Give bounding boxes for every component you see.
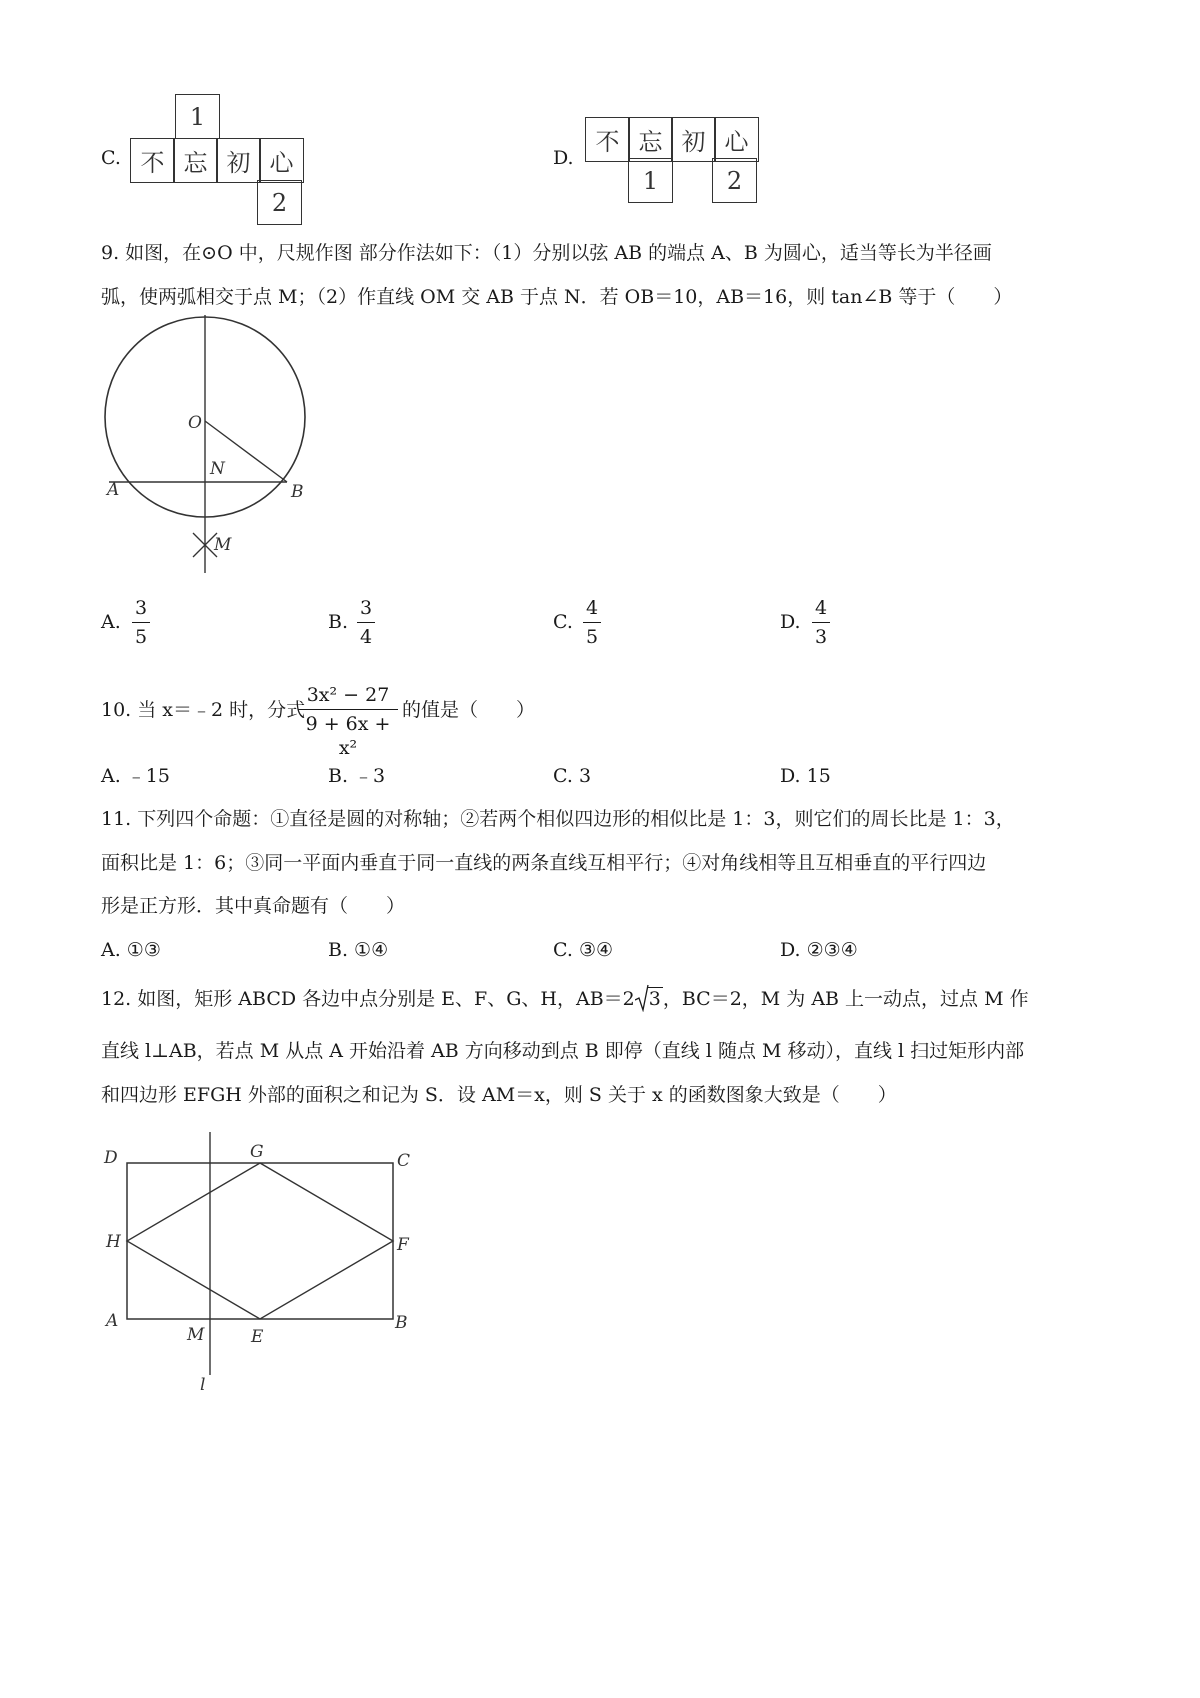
q10-option-a: A. ﹣15 <box>101 765 170 787</box>
label-n: N <box>210 459 225 479</box>
q10-prefix: 10. 当 x＝﹣2 时，分式 <box>101 699 306 721</box>
label-l: l <box>200 1375 206 1395</box>
q11-option-b: B. ①④ <box>328 939 389 961</box>
net-cell-1: 忘 <box>628 117 673 162</box>
q11-text-line3: 形是正方形．其中真命题有（ ） <box>101 895 406 917</box>
q9-option-b-fraction: 3 4 <box>357 596 375 649</box>
q9-option-a-label: A. <box>101 611 121 633</box>
q10-fraction <box>298 683 398 760</box>
rectangle-abcd <box>127 1163 393 1319</box>
net-cell-3: 心 <box>714 117 759 162</box>
label-b: B <box>291 482 304 502</box>
net-cell-1: 忘 <box>173 138 218 183</box>
net-cell-0: 不 <box>585 117 630 162</box>
q11-option-a: A. ①③ <box>101 939 161 961</box>
q9-option-d-label: D. <box>780 611 801 633</box>
label-a: A <box>106 1311 119 1331</box>
q9-option-c-label: C. <box>553 611 573 633</box>
label-g: G <box>250 1142 264 1162</box>
q9-circle-figure <box>95 315 325 585</box>
q10-numerator: 3x² − 27 <box>306 684 390 706</box>
rhombus-efgh <box>127 1163 393 1319</box>
label-c: C <box>397 1151 411 1171</box>
q10-denominator: 9 + 6x + x² <box>305 713 391 759</box>
q9-option-b-label: B. <box>328 611 349 633</box>
net-cell-num2: 2 <box>712 158 757 203</box>
q10-suffix: 的值是（ ） <box>402 699 536 721</box>
q12-text-line3: 和四边形 EFGH 外部的面积之和记为 S．设 AM＝x，则 S 关于 x 的函数图象大致是（ ） <box>101 1084 897 1106</box>
net-cell-num2: 2 <box>257 180 302 225</box>
label-d: D <box>104 1148 118 1168</box>
net-cell-3: 心 <box>259 138 304 183</box>
q11-text-line2: 面积比是 1：6；③同一平面内垂直于同一直线的两条直线互相平行；④对角线相等且互相垂直的平行四边 <box>101 852 987 874</box>
net-cell-num1: 1 <box>628 158 673 203</box>
q9-text-line1: 9. 如图，在⊙O 中，尺规作图 部分作法如下：（1）分别以弦 AB 的端点 A、B 为圆心，适当等长为半径画 <box>101 242 992 264</box>
sqrt-icon <box>635 984 649 1012</box>
q12-line1-part-a: 12. 如图，矩形 ABCD 各边中点分别是 E、F、G、H，AB＝2 <box>101 988 635 1010</box>
label-o: O <box>188 413 202 433</box>
q11-text-line1: 11. 下列四个命题：①直径是圆的对称轴；②若两个相似四边形的相似比是 1：3，则它们的周长比是 1：3， <box>101 808 1015 830</box>
label-m: M <box>214 535 232 555</box>
q12-line1-part-b: ，BC＝2，M 为 AB 上一动点，过点 M 作 <box>662 988 1029 1010</box>
q8-option-d-label: D. <box>553 147 574 169</box>
net-cell-2: 初 <box>671 117 716 162</box>
label-e: E <box>251 1327 264 1347</box>
q12-rectangle-figure <box>95 1130 425 1395</box>
q10-option-d: D. 15 <box>780 765 831 787</box>
q12-text-line1 <box>101 986 1029 1012</box>
q9-option-c-fraction: 4 5 <box>583 596 601 649</box>
q12-text-line2: 直线 l⊥AB，若点 M 从点 A 开始沿着 AB 方向移动到点 B 即停（直线 l 随点 M 移动），直线 l 扫过矩形内部 <box>101 1040 1025 1062</box>
label-f: F <box>397 1235 409 1255</box>
q9-option-d-fraction: 4 3 <box>812 596 830 649</box>
q9-text-line2: 弧，使两弧相交于点 M；（2）作直线 OM 交 AB 于点 N．若 OB＝10，AB＝16，则 tan∠B 等于（ ） <box>101 286 1013 308</box>
label-h: H <box>106 1232 121 1252</box>
label-a: A <box>107 480 120 500</box>
q8-option-c-label: C. <box>101 147 121 169</box>
sqrt-sign <box>635 986 663 1012</box>
q11-option-c: C. ③④ <box>553 939 614 961</box>
q11-option-d: D. ②③④ <box>780 939 858 961</box>
label-m: M <box>187 1325 205 1345</box>
label-b: B <box>395 1313 408 1333</box>
net-cell-0: 不 <box>130 138 175 183</box>
net-cell-num1: 1 <box>175 94 220 139</box>
q10-option-c: C. 3 <box>553 765 592 787</box>
q10-option-b: B. ﹣3 <box>328 765 386 787</box>
q9-option-a-fraction: 3 5 <box>132 596 150 649</box>
net-cell-2: 初 <box>216 138 261 183</box>
sqrt-radicand: 3 <box>648 988 661 1010</box>
